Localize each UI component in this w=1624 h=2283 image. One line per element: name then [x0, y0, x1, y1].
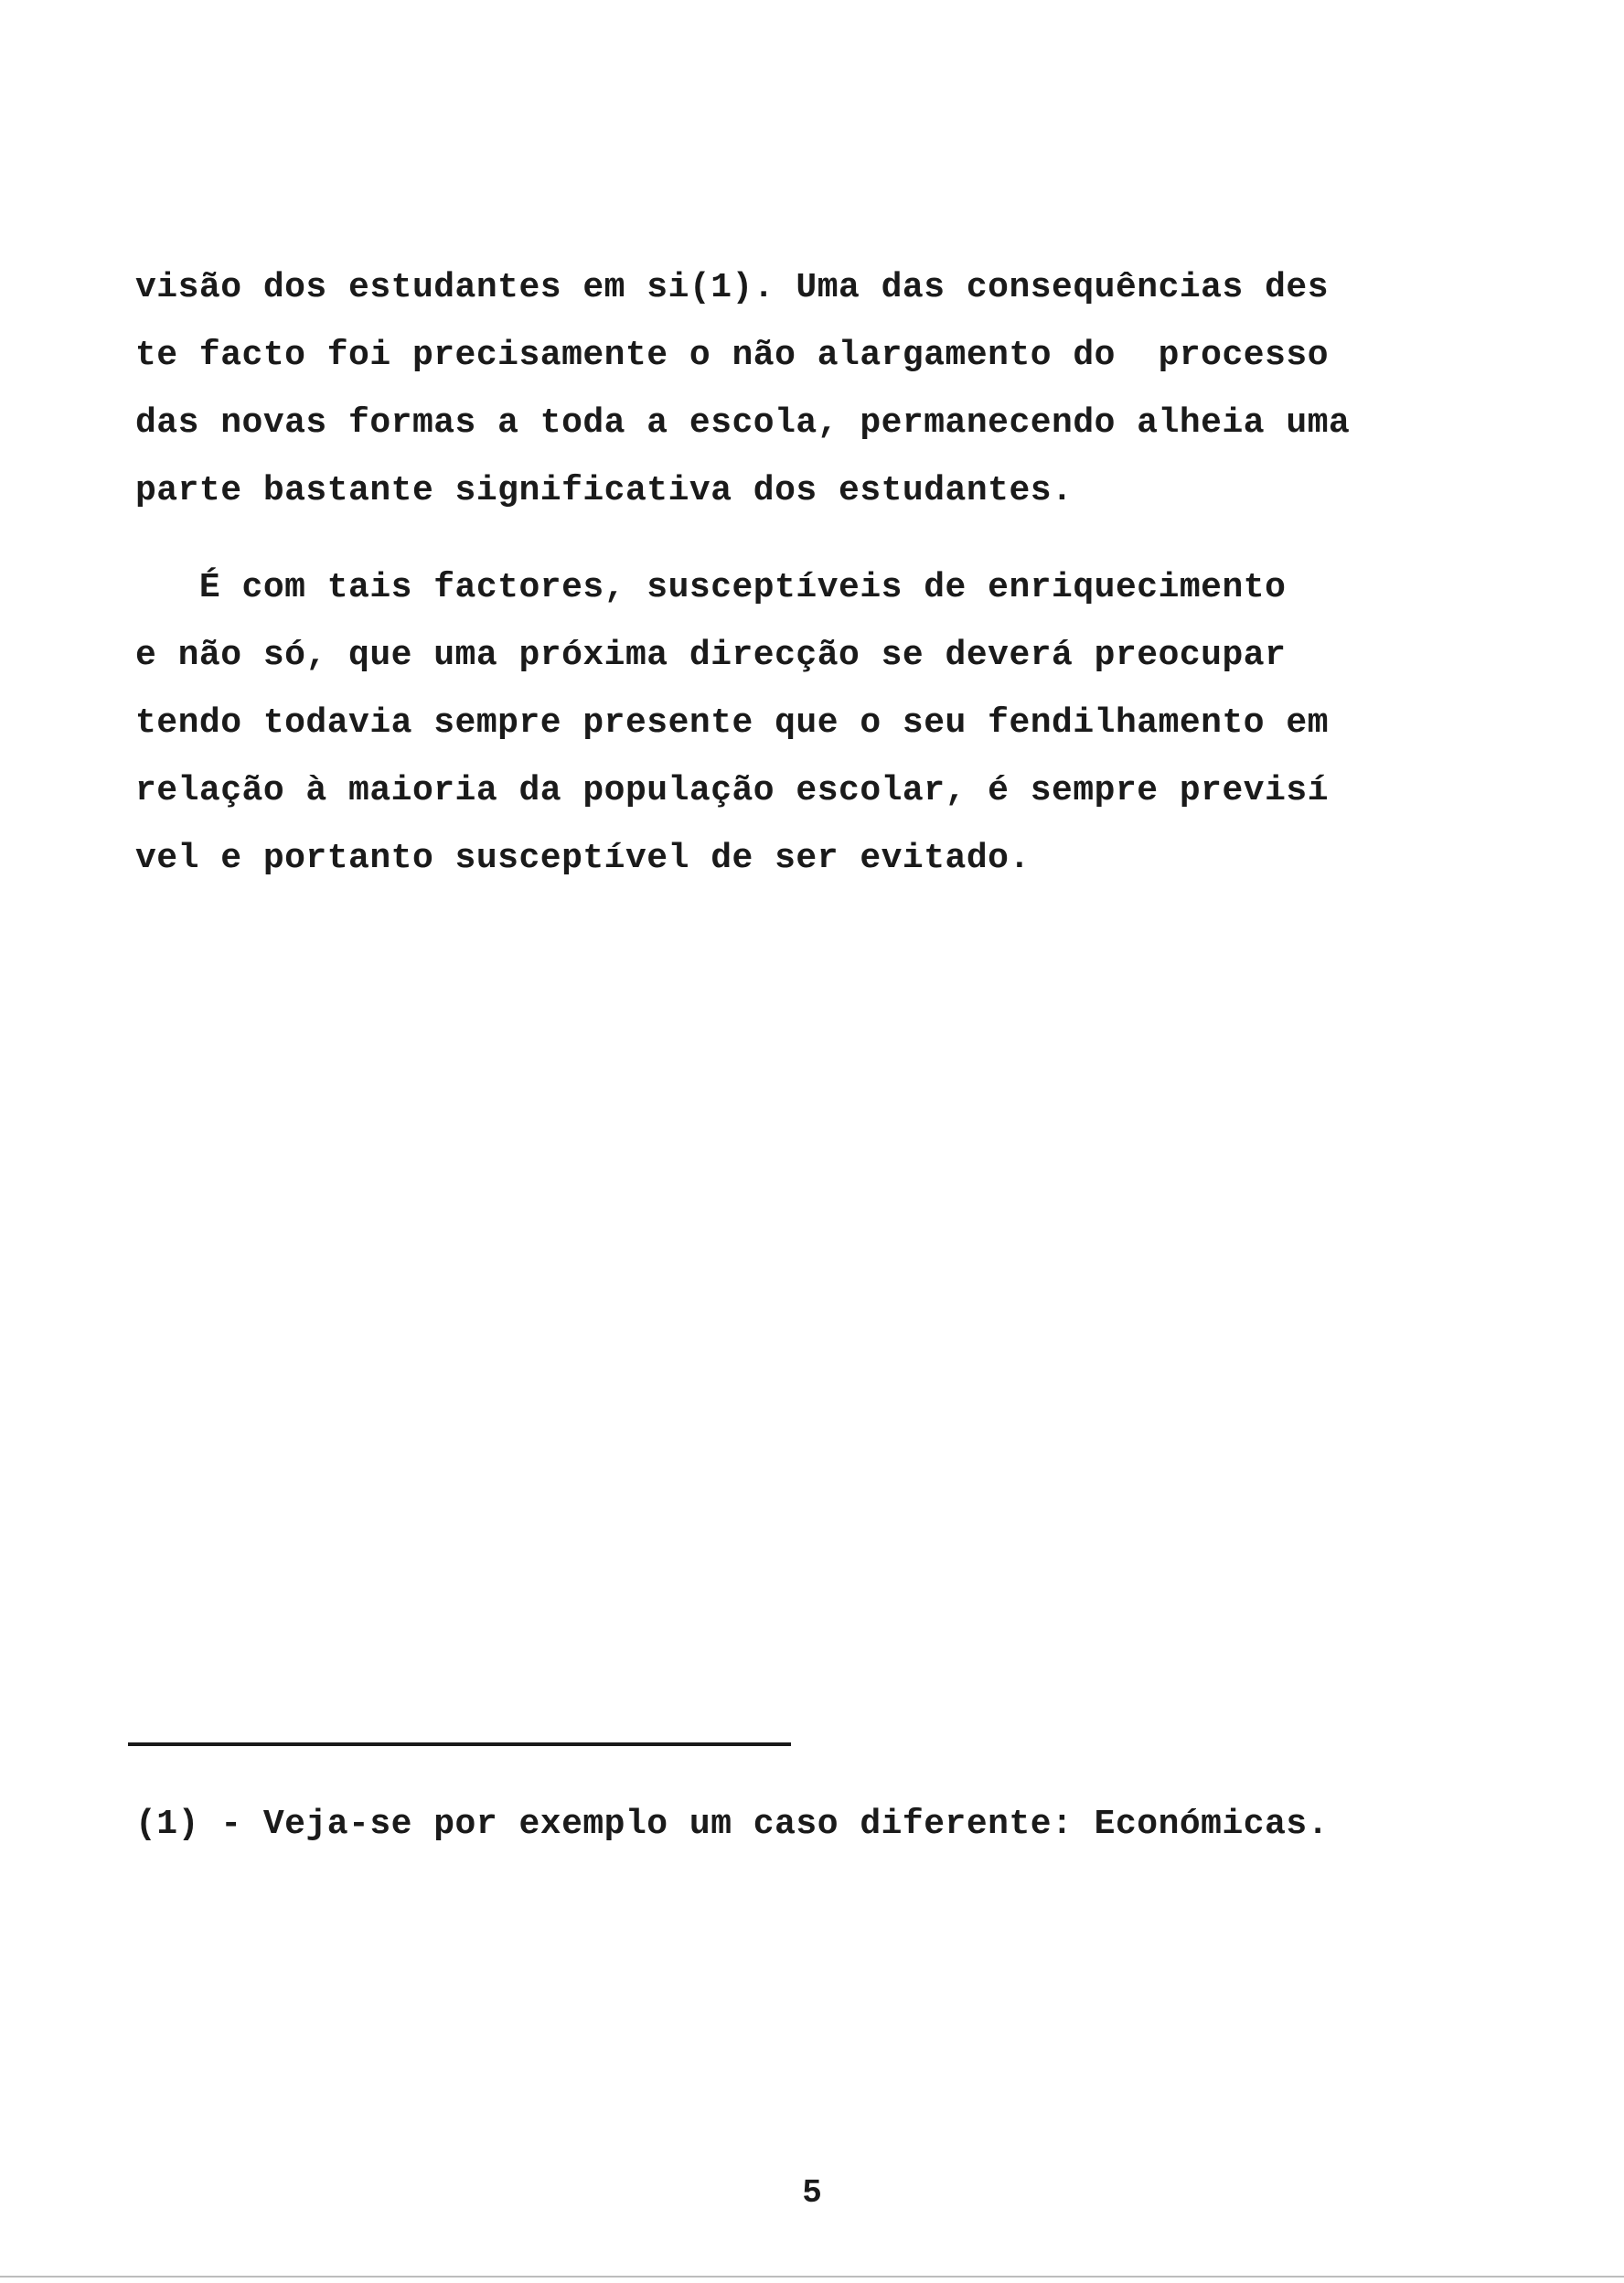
page-number: 5: [802, 2174, 822, 2212]
text-line: vel e portanto susceptível de ser evitado.: [135, 839, 1031, 878]
footnote-divider: [128, 1742, 791, 1746]
text-line: É com tais factores, susceptíveis de enriquecimento: [135, 568, 1287, 607]
text-line: das novas formas a toda a escola, permanecendo alheia uma: [135, 403, 1351, 443]
text-line: te facto foi precisamente o não alargamento do processo: [135, 336, 1330, 375]
text-line: parte bastante significativa dos estudantes.: [135, 471, 1074, 510]
text-line: tendo todavia sempre presente que o seu fendilhamento em: [135, 703, 1330, 743]
text-line: visão dos estudantes em si(1). Uma das consequências des: [135, 268, 1330, 307]
body-paragraph-1: [135, 254, 1562, 525]
text-line: e não só, que uma próxima direcção se deverá preocupar: [135, 636, 1287, 675]
scan-edge-divider: [0, 2276, 1624, 2278]
footnote-text: (1) - Veja-se por exemplo um caso diferente: Económicas.: [135, 1805, 1330, 1844]
text-line: relação à maioria da população escolar, é sempre previsí: [135, 771, 1330, 810]
body-paragraph-2: [135, 554, 1562, 893]
